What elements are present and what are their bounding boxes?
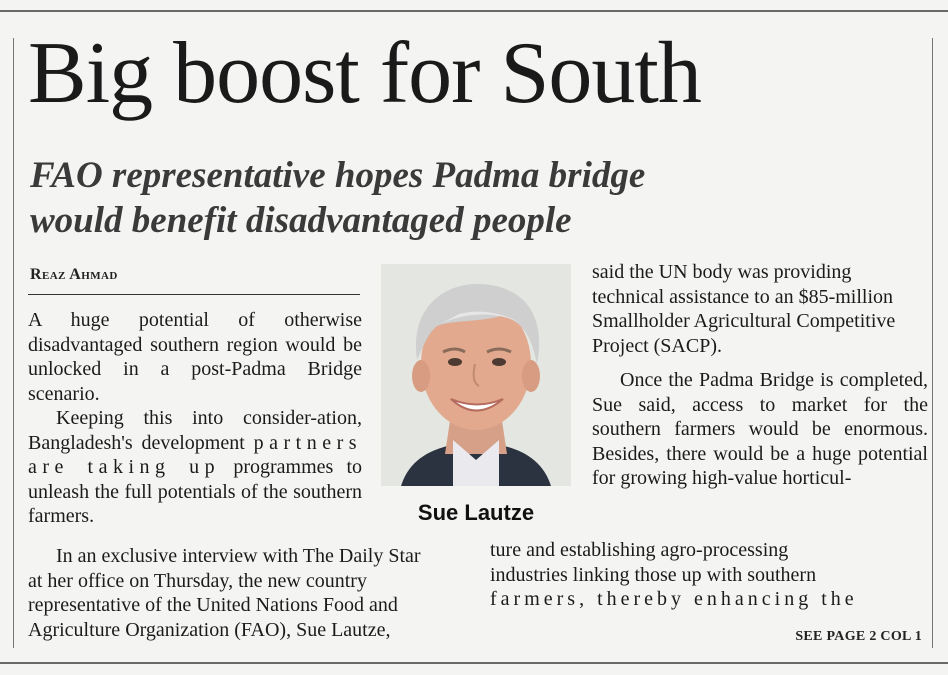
left-column-rule — [13, 38, 14, 648]
paragraph-partners — [28, 406, 362, 529]
paragraph-partners-c: programmes to unleash the full potentials of the southern farmers. — [28, 456, 362, 527]
paragraph-partners-a: Keeping this into consider-ation, Bangladesh's development — [28, 407, 362, 454]
paragraph-lead: A huge potential of otherwise disadvantaged southern region would be unlocked in a post-Padma Bridge scenario. — [28, 309, 362, 405]
subheadline — [30, 153, 645, 243]
interview-line-2: at her office on Thursday, the new country — [28, 569, 367, 592]
subheadline-line-2: would benefit disadvantaged people — [30, 200, 572, 241]
paragraph-sacp: said the UN body was providing technical assistance to an $85-million Smallholder Agricultural Competitive Project (SACP). — [592, 261, 896, 357]
paragraph-market — [592, 368, 928, 491]
photo-caption: Sue Lautze — [417, 500, 535, 525]
agro-line-3: farmers, thereby enhancing the — [490, 588, 858, 610]
headline: Big boost for South — [28, 25, 701, 122]
paragraph-interview — [28, 544, 464, 642]
top-rule — [0, 10, 948, 12]
subheadline-line-1: FAO representative hopes Padma bridge — [30, 155, 646, 196]
market-text: Once the Padma Bridge is completed, Sue said, access to market for the southern farmers would be enormous. Besides, there would be a huge potential for growing high-value horticul- — [592, 369, 928, 489]
interview-line-3: representative of the United Nations Food and — [28, 594, 398, 616]
paragraph-partners-b: partners are taking up — [28, 431, 363, 478]
portrait-photo — [381, 264, 571, 486]
right-column-rule — [932, 38, 933, 648]
byline: Reaz Ahmad — [30, 266, 118, 283]
interview-line-1: In an exclusive interview with The Daily Star — [56, 545, 421, 567]
byline-rule — [28, 294, 360, 295]
bottom-rule — [0, 662, 948, 664]
jump-line: SEE PAGE 2 COL 1 — [795, 629, 922, 644]
agro-line-1: ture and establishing agro-processing — [490, 539, 789, 561]
portrait-illustration — [381, 264, 571, 486]
agro-line-2: industries linking those up with southern — [490, 563, 817, 586]
interview-line-4: Agriculture Organization (FAO), Sue Lautze, — [28, 618, 391, 641]
paragraph-agro — [490, 538, 928, 612]
